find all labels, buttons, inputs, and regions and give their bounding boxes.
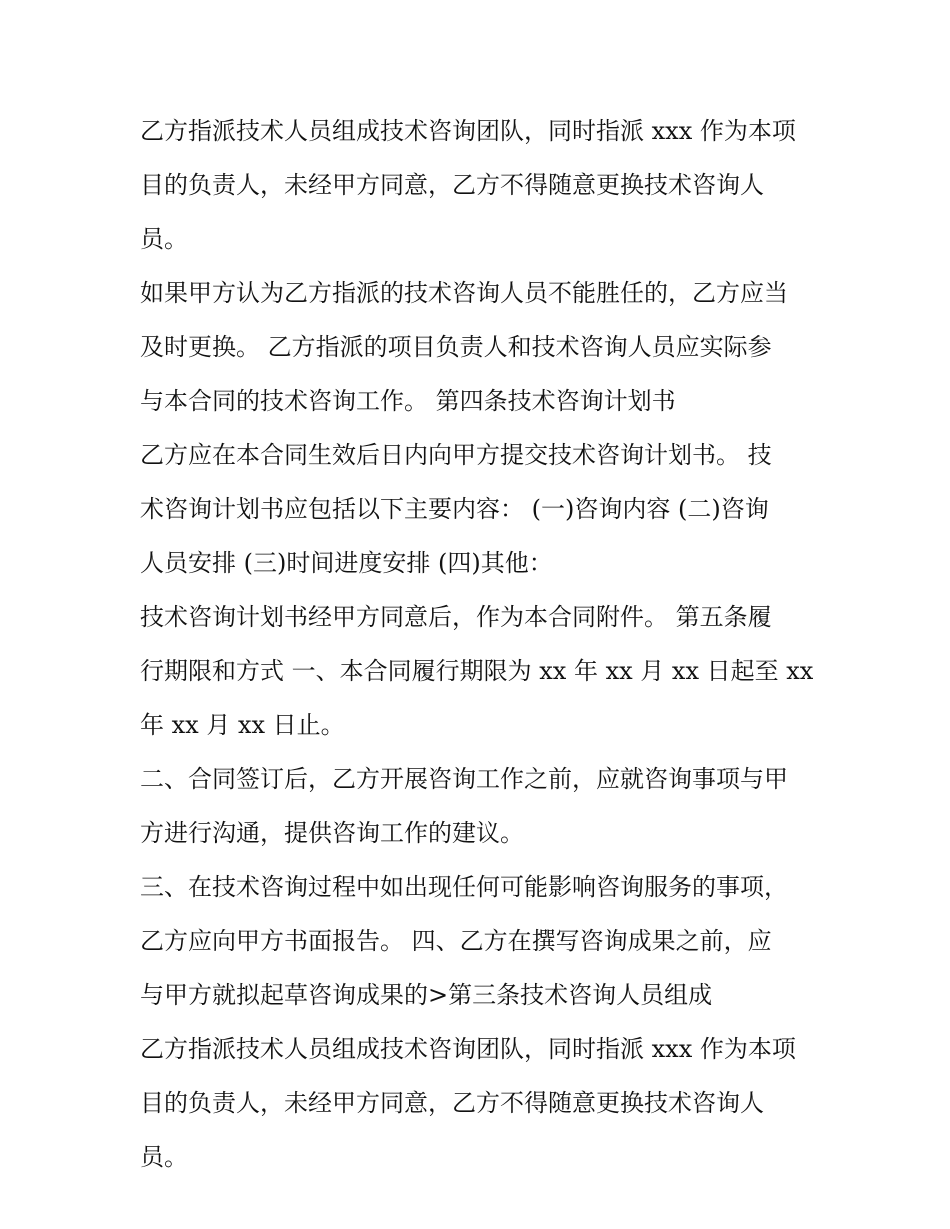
text-line-8: 术咨询计划书应包括以下主要内容： (一)咨询内容 (二)咨询 (140, 495, 769, 523)
text-line-7: 乙方应在本合同生效后日内向甲方提交技术咨询计划书。 技 (140, 441, 772, 469)
text-line-6: 与本合同的技术咨询工作。 第四条技术咨询计划书 (140, 387, 676, 415)
text-line-12: 年 xx 月 xx 日止。 (140, 711, 345, 739)
text-line-20: 员。 (140, 1143, 188, 1171)
text-line-18: 乙方指派技术人员组成技术咨询团队，同时指派 xxx 作为本项 (140, 1035, 796, 1063)
text-line-14: 方进行沟通，提供咨询工作的建议。 (140, 819, 524, 847)
text-line-13: 二、合同签订后，乙方开展咨询工作之前，应就咨询事项与甲 (140, 765, 788, 793)
text-line-16: 乙方应向甲方书面报告。 四、乙方在撰写咨询成果之前，应 (140, 927, 772, 955)
text-line-19: 目的负责人，未经甲方同意，乙方不得随意更换技术咨询人 (140, 1089, 764, 1117)
text-line-2: 目的负责人，未经甲方同意，乙方不得随意更换技术咨询人 (140, 171, 764, 199)
text-line-5: 及时更换。 乙方指派的项目负责人和技术咨询人员应实际参 (140, 333, 772, 361)
text-line-4: 如果甲方认为乙方指派的技术咨询人员不能胜任的，乙方应当 (140, 279, 788, 307)
document-body (140, 104, 830, 1184)
text-line-3: 员。 (140, 225, 188, 253)
text-line-9: 人员安排 (三)时间进度安排 (四)其他： (140, 549, 553, 577)
text-line-15: 三、在技术咨询过程中如出现任何可能影响咨询服务的事项， (140, 873, 788, 901)
text-line-17: 与甲方就拟起草咨询成果的>第三条技术咨询人员组成 (140, 981, 713, 1009)
text-line-11: 行期限和方式 一、本合同履行期限为 xx 年 xx 月 xx 日起至 xx (140, 657, 814, 685)
text-line-10: 技术咨询计划书经甲方同意后，作为本合同附件。 第五条履 (140, 603, 772, 631)
text-line-1: 乙方指派技术人员组成技术咨询团队，同时指派 xxx 作为本项 (140, 117, 796, 145)
